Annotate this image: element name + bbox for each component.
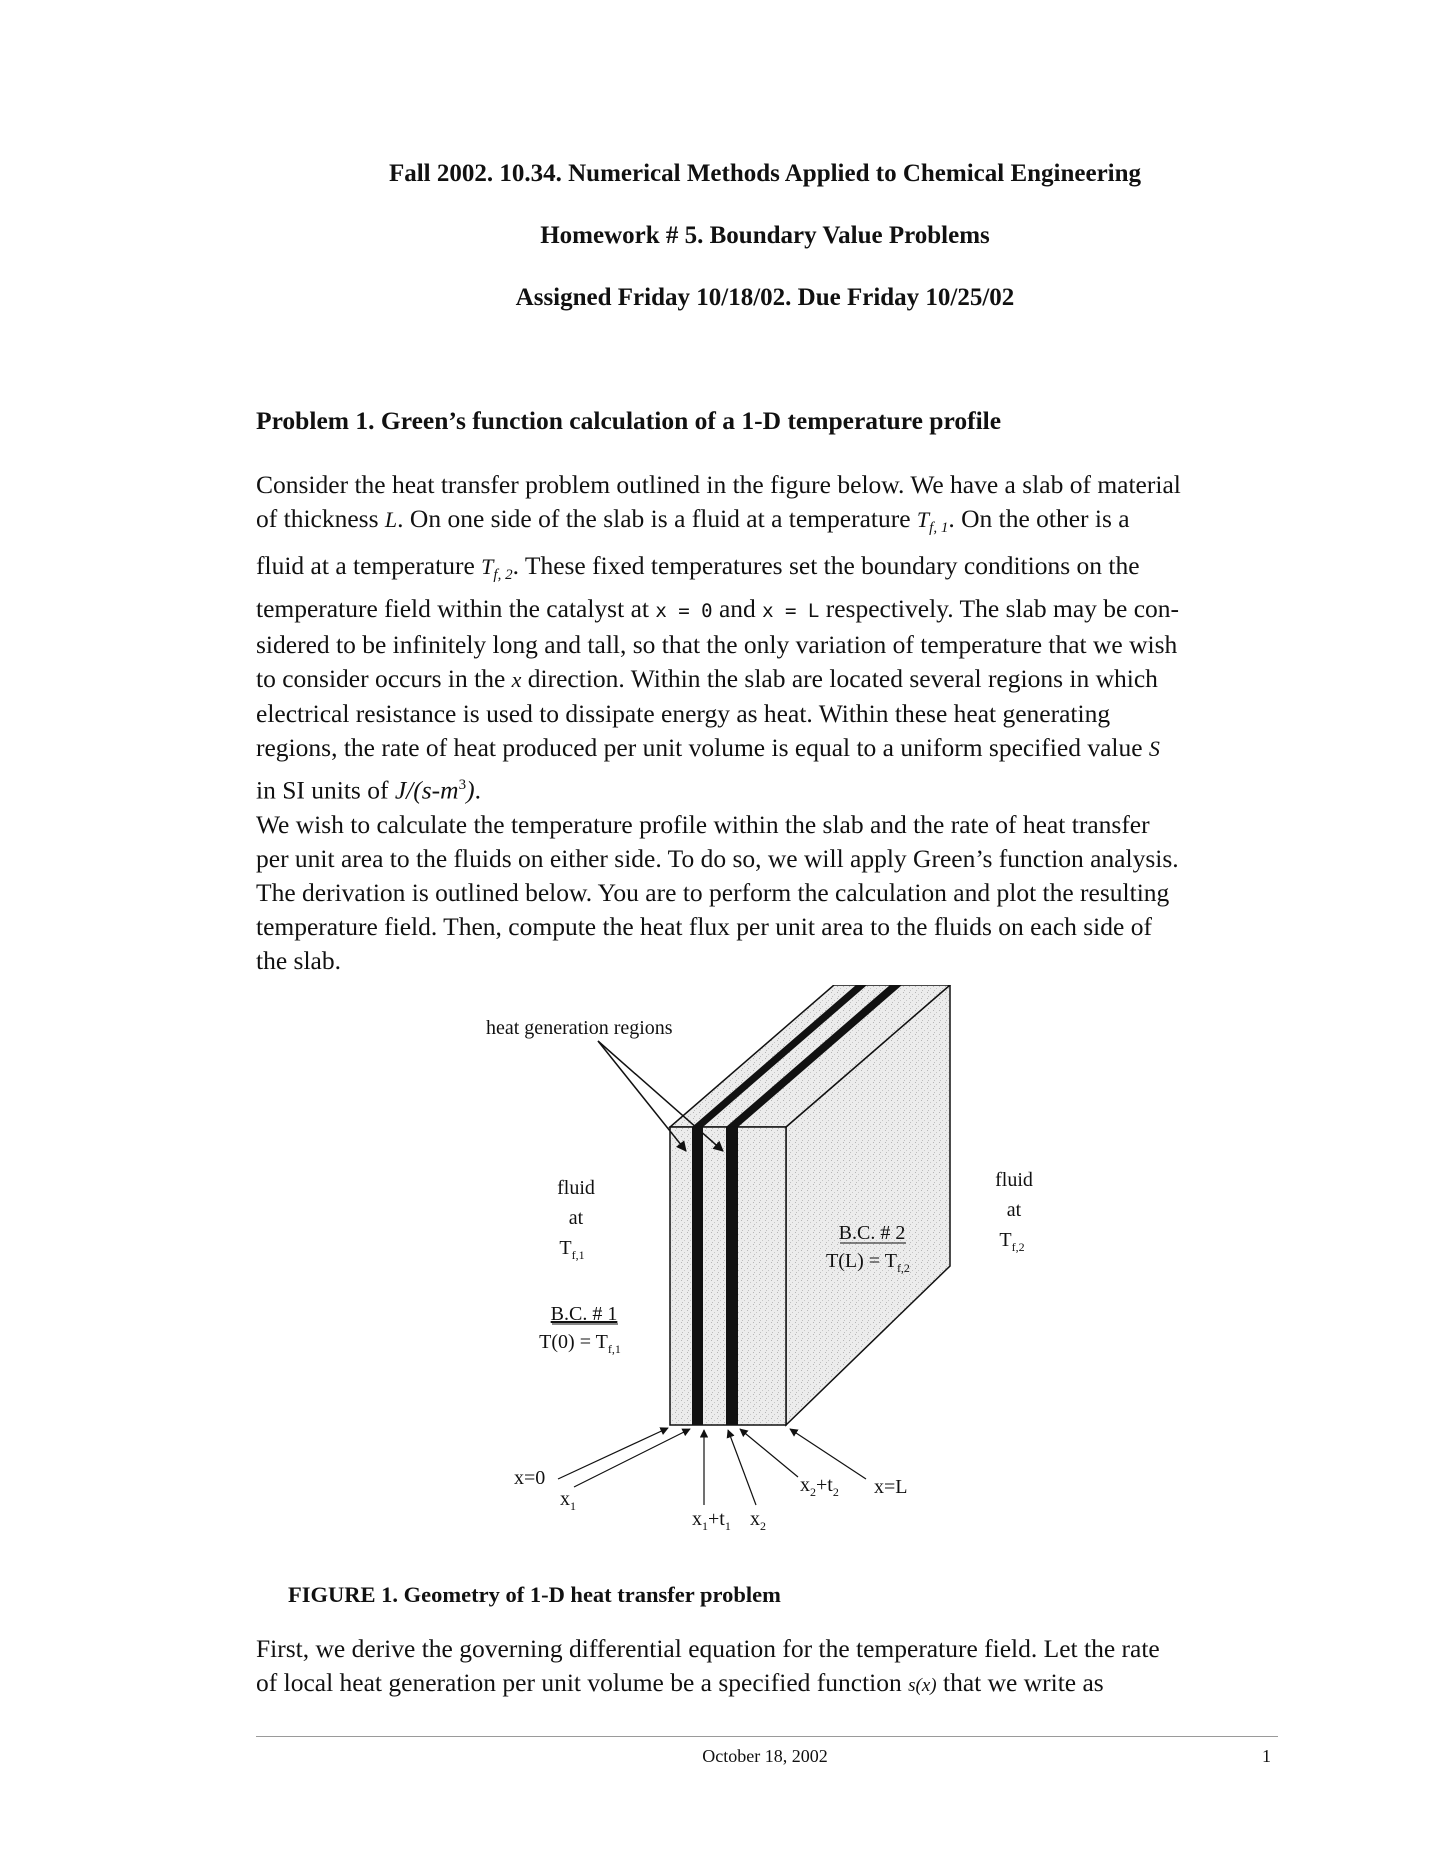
fluid-left-label: fluid xyxy=(557,1177,595,1199)
page-number: 1 xyxy=(1262,1746,1271,1766)
svg-text:at: at xyxy=(1006,1199,1022,1221)
paragraph-2: We wish to calculate the temperature profile within the slab and the rate of heat transfer per unit area to the fluids on either side. To do so, we will apply Green’s function analysis. The derivation is outlined below. You are to perform the calculation and plot the resulting temperature field. Then, compute the heat flux per unit area to the fluids on each side of the slab. xyxy=(256,810,1179,975)
svg-text:Tf,2: $T_{f,2}$ xyxy=(999,1229,1025,1254)
bc2-equation: $T(L) = T_{f,2}$ xyxy=(826,1250,910,1275)
label-x1: $x_1$ xyxy=(560,1488,576,1513)
paragraph-1: Consider the heat transfer problem outlined in the figure below. We have a slab of material of thickness L. On one side of the slab is a fluid at a temperature $T_{f, 1}$. On the other is a fluid at a temperature $T_{f, 2}$. These fixed temperatures set the boundary conditions on the temperature field within the catalyst at x = 0 and x = L respectively. The slab may be con- sidered to be infinitely long and tall, so that the only variation of temperature that we wish to consider occurs in the x direction. Within the slab are located several regions in which electrical resistance is used to dissipate energy as heat. Within these heat generating regions, the rate of heat produced per unit volume is equal to a uniform specified value S in SI units of $J/(s-m^3)$. xyxy=(256,470,1181,805)
label-xL: x=L xyxy=(874,1476,908,1498)
footer-date: October 18, 2002 xyxy=(702,1746,828,1766)
heat-generation-region-2 xyxy=(726,1127,738,1425)
homework-title: Homework # 5. Boundary Value Problems xyxy=(540,222,990,249)
bc1-equation: $T(0) = T_{f,1}$ xyxy=(539,1331,621,1356)
label-x0: x=0 xyxy=(514,1467,546,1489)
bc2-title: B.C. # 2 xyxy=(838,1222,906,1244)
footer-rule xyxy=(256,1736,1278,1737)
label-x2: $x_2$ xyxy=(750,1508,766,1533)
fluid-right-label: fluid xyxy=(995,1169,1033,1191)
course-title: Fall 2002. 10.34. Numerical Methods Applied to Chemical Engineering xyxy=(388,160,1142,187)
figure-caption: FIGURE 1. Geometry of 1-D heat transfer problem xyxy=(288,1582,781,1607)
svg-text:Tf,1: $T_{f,1}$ xyxy=(559,1237,585,1262)
problem-heading: Problem 1. Green’s function calculation of a 1-D temperature profile xyxy=(256,406,1002,435)
bc1-title: B.C. # 1 xyxy=(550,1303,618,1325)
slab-geometry-figure xyxy=(470,985,1060,1540)
paragraph-3: First, we derive the governing differential equation for the temperature field. Let the rate of local heat generation per unit volume be a specified function s(x) that we write as xyxy=(256,1634,1160,1697)
dates-line: Assigned Friday 10/18/02. Due Friday 10/25/02 xyxy=(515,284,1015,311)
label-x2-plus-t2: $x_2+t_2$ xyxy=(800,1474,839,1499)
label-heat-generation-regions: heat generation regions xyxy=(486,1017,673,1039)
label-x1-plus-t1: $x_1+t_1$ xyxy=(692,1508,731,1533)
svg-text:at: at xyxy=(568,1207,584,1229)
heat-generation-region-1 xyxy=(692,1127,703,1425)
